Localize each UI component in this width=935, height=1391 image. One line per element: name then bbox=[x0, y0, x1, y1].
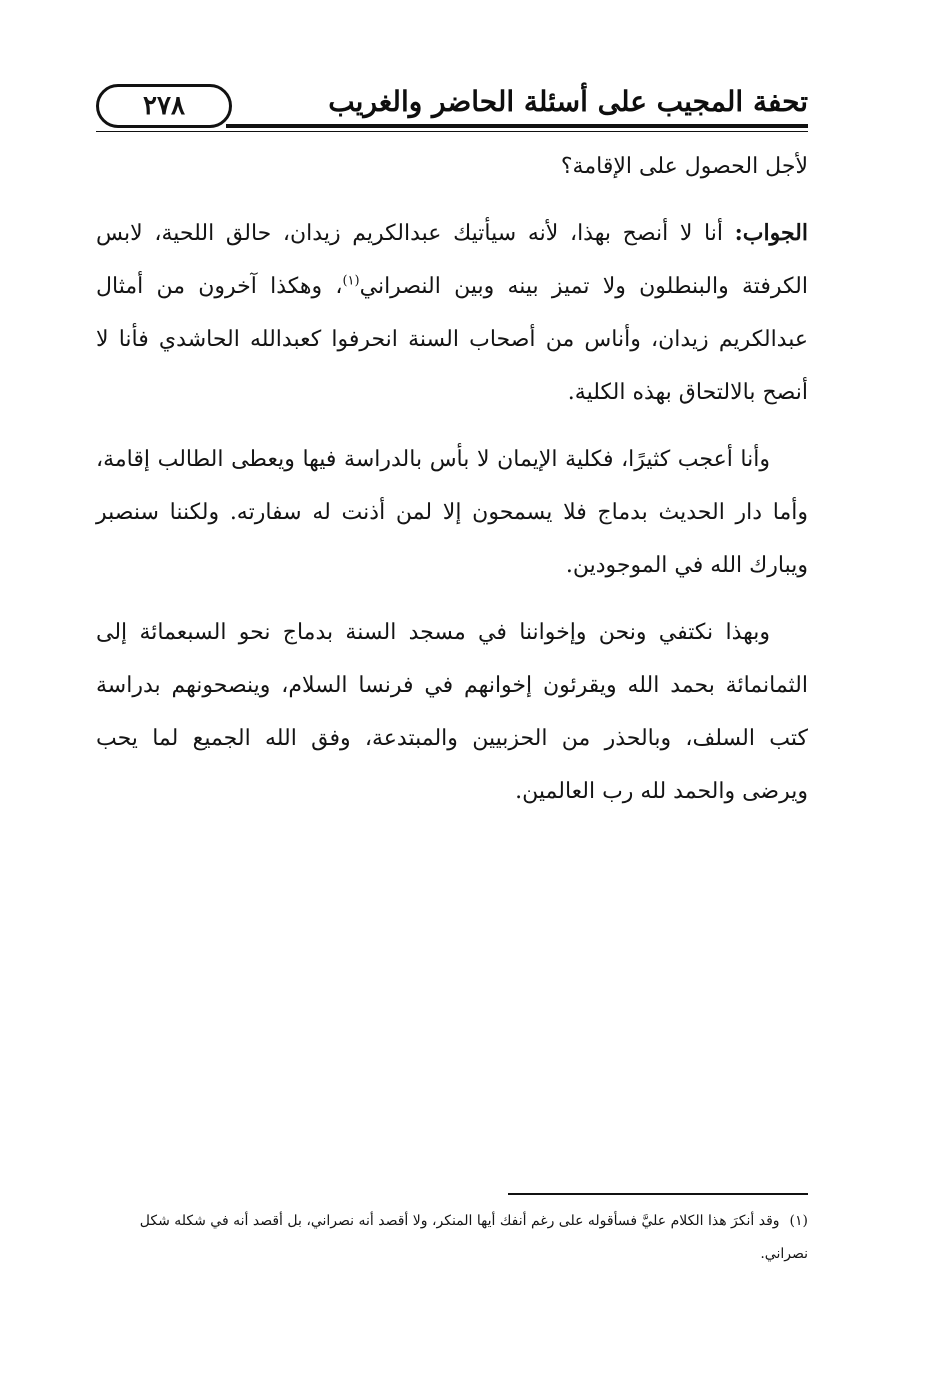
main-text bbox=[96, 140, 808, 832]
paragraph-2: وأنا أعجب كثيرًا، فكلية الإيمان لا بأس بالدراسة فيها ويعطى الطالب إقامة، وأما دار الحديث بدماج فلا يسمحون إلا لمن أذنت له سفارته. ولكننا سنصبر ويبارك الله في الموجودين. bbox=[96, 447, 808, 578]
page-number: ٢٧٨ bbox=[96, 84, 232, 128]
footnote bbox=[96, 1205, 808, 1271]
answer-label: الجواب: bbox=[734, 220, 808, 246]
footnote-reference: (١) bbox=[342, 273, 360, 289]
question-line: لأجل الحصول على الإقامة؟ bbox=[560, 154, 808, 179]
footnote-marker: (١) bbox=[789, 1213, 808, 1229]
paragraph-3: وبهذا نكتفي ونحن وإخواننا في مسجد السنة بدماج نحو السبعمائة إلى الثمانمائة بحمد الله ويقرئون إخوانهم في فرنسا السلام، وينصحونهم بدراسة كتب السلف، وبالحذر من الحزبيين والمبتدعة، وفق الله الجميع لما يحب ويرضى والحمد لله رب العالمين. bbox=[96, 620, 808, 804]
answer-text-part-1: أنا لا أنصح بهذا، لأنه سيأتيك عبدالكريم زيدان، حالق اللحية، لابس الكرفتة والبنطلون ولا تميز بينه وبين النصراني bbox=[96, 221, 808, 299]
header-rule-thick bbox=[226, 124, 808, 128]
footnote-text: وقد أنكرَ هذا الكلام عليَّ فسأقوله على رغم أنفك أيها المنكر، ولا أقصد أنه نصراني، بل أقصد أنه في شكله شكل نصراني. bbox=[139, 1213, 808, 1262]
answer-paragraph bbox=[96, 207, 808, 419]
footnote-separator bbox=[508, 1193, 808, 1195]
page-header bbox=[96, 70, 808, 132]
header-rule-thin bbox=[96, 131, 808, 132]
running-head-title: تحفة المجيب على أسئلة الحاضر والغريب bbox=[328, 85, 808, 118]
answer-text-part-2: ، وهكذا آخرون من أمثال عبدالكريم زيدان، وأناس من أصحاب السنة انحرفوا كعبدالله الحاشدي فأنا لا أنصح بالالتحاق بهذه الكلية. bbox=[96, 274, 808, 405]
